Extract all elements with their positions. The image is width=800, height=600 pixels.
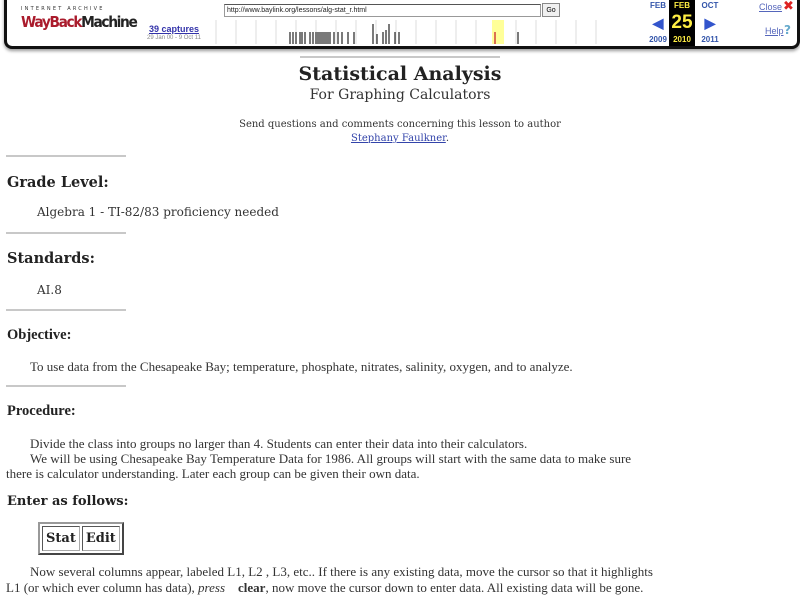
divider	[6, 232, 126, 234]
url-input[interactable]: http://www.baylink.org/lessons/alg-stat_r.html	[224, 4, 541, 17]
grade-level-text: Algebra 1 - TI-82/83 proficiency needed	[37, 205, 279, 219]
standards-text: AI.8	[37, 283, 62, 297]
divider	[6, 385, 126, 387]
captures-range: 29 Jan 00 - 9 Oct 11	[147, 35, 201, 41]
date-navigator	[639, 0, 749, 46]
arrow-right-icon[interactable]: ▶	[704, 15, 716, 31]
arrow-left-icon[interactable]: ◀	[652, 15, 664, 31]
procedure-heading: Procedure:	[7, 403, 76, 419]
help-icon[interactable]: ?	[784, 23, 791, 37]
author-link[interactable]: Stephany Faulkner	[350, 133, 446, 144]
standards-heading: Standards:	[7, 250, 95, 267]
objective-text: To use data from the Chesapeake Bay; temperature, phosphate, nitrates, salinity, oxygen, and to analyze.	[30, 359, 573, 374]
divider	[6, 309, 126, 311]
key-stat: Stat	[42, 526, 80, 551]
next-capture[interactable]: OCT ▶ 2011	[695, 0, 725, 46]
close-icon[interactable]: ✖	[783, 0, 794, 14]
wayback-logo[interactable]	[21, 6, 137, 31]
close-link[interactable]: Close	[759, 2, 783, 12]
divider	[6, 155, 126, 157]
calculator-keys-table	[38, 522, 124, 555]
objective-heading: Objective:	[7, 327, 72, 343]
prev-capture[interactable]: FEB ◀ 2009	[643, 0, 673, 46]
enter-instructions: Now several columns appear, labeled L1, L2 , L3, etc.. If there is any existing data, move the cursor so that it highlights L1 (or which ever column has data), press clear, now move the cursor down to enter data. All existing data will be gone.	[6, 564, 653, 595]
internet-archive-label: INTERNET ARCHIVE	[21, 6, 105, 12]
enter-as-follows-heading: Enter as follows:	[7, 494, 129, 509]
go-button[interactable]: Go	[542, 3, 560, 17]
wayback-toolbar	[4, 0, 800, 49]
capture-timeline-sparkline[interactable]	[214, 20, 604, 44]
contact-note: Send questions and comments concerning this lesson to author Stephany Faulkner.	[239, 119, 561, 144]
clear-key: clear	[238, 580, 266, 595]
grade-level-heading: Grade Level:	[7, 174, 109, 191]
divider	[300, 56, 500, 58]
procedure-text: Divide the class into groups no larger than 4. Students can enter their data into their calculators. We will be using Chesapeake Bay Temperature Data for 1986. All groups will start with the same data to make sure there is calculator understanding. Later each group can be given their own data.	[6, 436, 632, 481]
help-link[interactable]: Help	[765, 26, 784, 36]
key-edit: Edit	[82, 526, 120, 551]
captures-info	[141, 24, 207, 41]
page-subtitle: For Graphing Calculators	[309, 87, 491, 103]
page-title: Statistical Analysis	[298, 63, 502, 85]
wayback-machine-wordmark: WayBackMachine	[21, 13, 137, 31]
current-capture: FEB 25 2010	[669, 0, 695, 46]
captures-link[interactable]: 39 captures	[148, 24, 200, 34]
